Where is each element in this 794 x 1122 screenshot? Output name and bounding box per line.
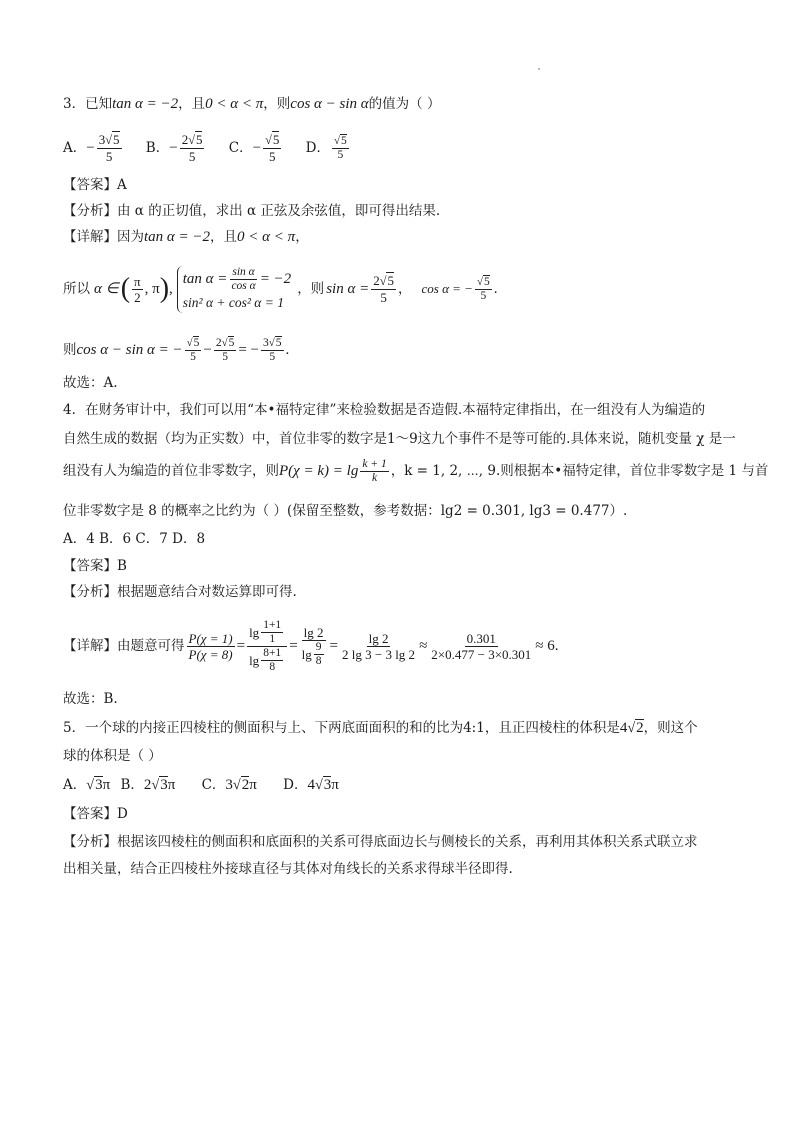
stray-mark: [538, 68, 540, 70]
q4-options[interactable]: A．4 B．6 C．7 D．8: [63, 531, 206, 547]
q3-option-c[interactable]: C．− $\frac{√5}{5}$: [228, 132, 280, 164]
q5-options: [63, 775, 339, 795]
q4-answer: 【答案】B: [63, 558, 127, 574]
equation-system: tan α = $\frac{\text{sin α}}{\text{cos α}}$ = −2 sin² α + cos² α = 1: [177, 266, 291, 313]
q3-stem: 3．已知tan α = −2，且0 < α < π，则cos α − sin α的值为（ ）: [63, 96, 441, 112]
q5-answer: 【答案】D: [63, 806, 128, 822]
q3-option-d[interactable]: D． $\frac{√5}{5}$: [305, 134, 347, 161]
q3-solve: 所以 α ∈ ( $\frac{\pi}{2}$ , π ) , tan α = $\frac{\text{sin α}}{\text{cos α}}$ = −2 sin² α + cos² α = 1 ，则 sin α = $\frac{2√5}{5}$ ， cos α = − $\frac{√5}{5}$ .: [63, 258, 497, 320]
q3-final: 则 cos α − sin α = − $\frac{√5}{5}$ − $\frac{2√5}{5}$ = − $\frac{3√5}{5}$ .: [63, 336, 290, 363]
q5-analysis-line2: 出相关量，结合正四棱柱外接球直径与其体对角线长的关系求得球半径即得.: [63, 861, 513, 877]
q5-line1: 5．一个球的内接正四棱柱的侧面积与上、下两底面面积的和的比为4:1，且正四棱柱的体积是4√2，则这个: [63, 720, 698, 736]
q4-choose: 故选：B.: [63, 691, 118, 707]
q5-option-a[interactable]: A．√3π: [63, 777, 111, 793]
q3-option-a[interactable]: A．− $\frac{3√5}{5}$: [63, 132, 120, 164]
q4-line1: 4．在财务审计中，我们可以用“本•福特定律”来检验数据是否造假.本福特定律指出，在一组没有人为编造的: [63, 402, 706, 418]
q5-analysis-line1: 【分析】根据该四棱柱的侧面积和底面积的关系可得底面边长与侧棱长的关系，再利用其体积关系式联立求: [63, 834, 698, 850]
q3-answer: 【答案】A: [63, 177, 127, 193]
q4-line4: 位非零数字是 8 的概率之比约为（ ）(保留至整数，参考数据：lg2 = 0.301, lg3 = 0.477）.: [63, 503, 628, 519]
q5-option-b[interactable]: B．2√3π: [120, 777, 176, 793]
q3-analysis: 【分析】由 α 的正切值，求出 α 正弦及余弦值，即可得出结果.: [63, 203, 441, 219]
q5-option-c[interactable]: C．3√2π: [201, 777, 257, 793]
q4-line3: 组没有人为编造的首位非零数字，则 P(χ = k) = lg $\frac{k + 1}{k}$ ，k = 1, 2, ⋯, 9.则根据本•福特定律，首位非零数字是 1 与首: [63, 457, 769, 484]
q3-options: [63, 132, 351, 164]
q4-analysis: 【分析】根据题意结合对数运算即可得.: [63, 584, 297, 600]
q3-option-b[interactable]: B．− $\frac{2√5}{5}$: [145, 132, 203, 164]
q3-detail: 【详解】因为tan α = −2，且0 < α < π，: [63, 229, 309, 245]
q5-option-d[interactable]: D．4√3π: [283, 777, 339, 793]
q4-line2: 自然生成的数据（均为正实数）中，首位非零的数字是1～9这九个事件不是等可能的.具体来说，随机变量 χ 是一: [63, 431, 736, 447]
q4-detail: 【详解】由题意可得 $\frac{P(\chi = 1)}{P(\chi = 8)}$ = lg $\frac{1+1}{1}$ lg $\frac{8+1}{8}$ = lg 2 lg $\frac{9}{8}$ = $\frac{\lg 2}{2 \lg 3 - 3 \lg 2}$ ≈ $\frac{0.301}{2\times 0.477 - 3\times 0.301}$ ≈ 6.: [63, 618, 559, 673]
q5-line2: 球的体积是（ ）: [63, 748, 162, 764]
q3-choose: 故选：A.: [63, 375, 118, 391]
